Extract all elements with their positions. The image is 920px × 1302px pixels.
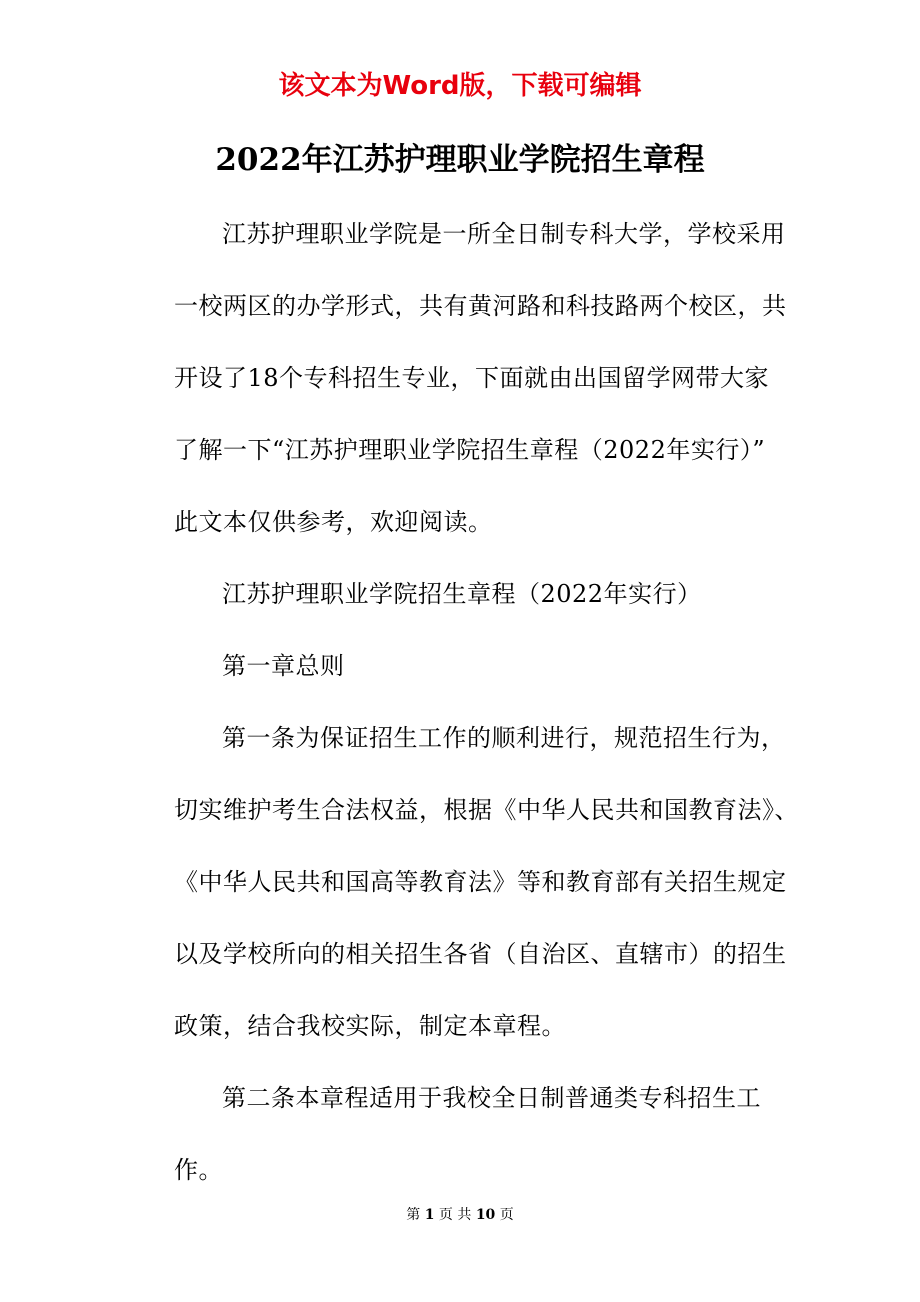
- paragraph-line: 江苏护理职业学院是一所全日制专科大学，学校采用: [222, 220, 786, 248]
- page-number-footer: [0, 1205, 920, 1225]
- paragraph-line: 第二条本章程适用于我校全日制普通类专科招生工: [222, 1084, 761, 1112]
- paragraph-line: 《中华人民共和国高等教育法》等和教育部有关招生规定: [174, 868, 787, 896]
- paragraph-line: 作。: [174, 1156, 223, 1184]
- paragraph-line: 此文本仅供参考，欢迎阅读。: [174, 508, 493, 536]
- footer-suffix: 页: [499, 1207, 514, 1223]
- paragraph-line: 一校两区的办学形式，共有黄河路和科技路两个校区，共: [174, 292, 787, 320]
- paragraph-line: 政策，结合我校实际，制定本章程。: [174, 1012, 566, 1040]
- paragraph-line: 切实维护考生合法权益，根据《中华人民共和国教育法》、: [174, 796, 799, 824]
- current-page-number: 1: [424, 1207, 435, 1223]
- document-title: 2022年江苏护理职业学院招生章程: [215, 142, 705, 178]
- editable-word-banner: 该文本为Word版，下载可编辑: [278, 71, 642, 101]
- paragraph-line: 以及学校所向的相关招生各省（自治区、直辖市）的招生: [174, 940, 787, 968]
- section-heading: 江苏护理职业学院招生章程（2022年实行）: [222, 580, 702, 608]
- footer-prefix: 第: [406, 1207, 421, 1223]
- paragraph-line: 了解一下“江苏护理职业学院招生章程（2022年实行）”: [174, 436, 766, 464]
- document-body: [174, 204, 799, 1212]
- chapter-heading: 第一章总则: [222, 652, 345, 680]
- paragraph-line: 开设了18个专科招生专业，下面就由出国留学网带大家: [174, 364, 770, 392]
- footer-middle: 页 共: [438, 1207, 472, 1223]
- total-pages-number: 10: [475, 1207, 496, 1223]
- paragraph-line: 第一条为保证招生工作的顺利进行，规范招生行为，: [222, 724, 786, 752]
